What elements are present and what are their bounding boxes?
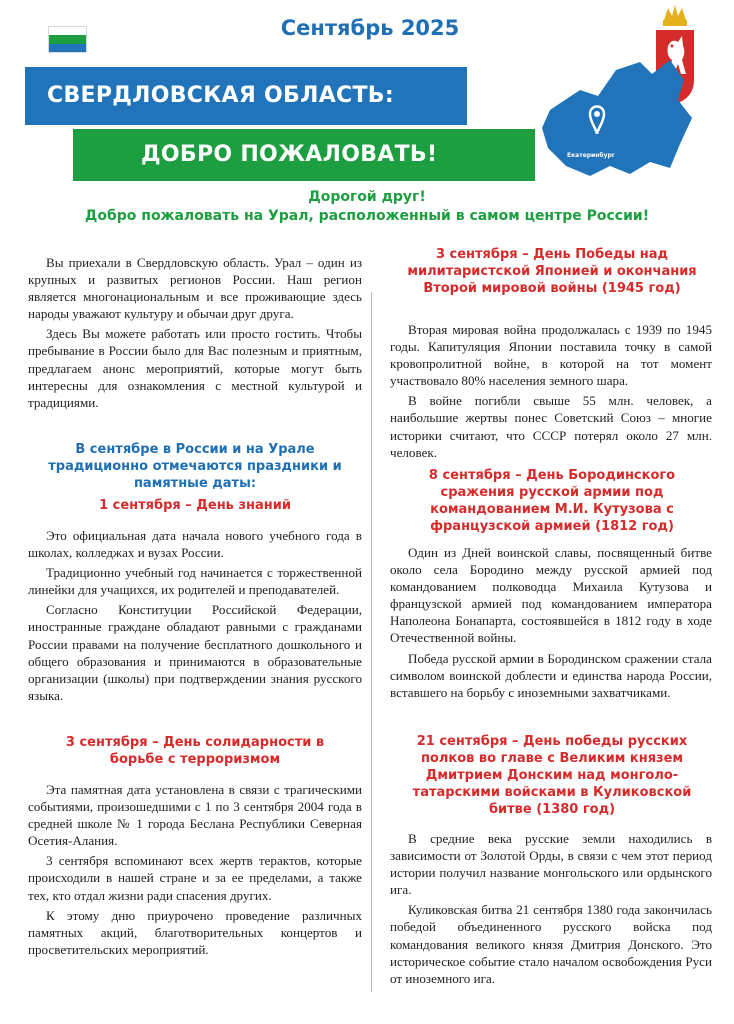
intro-paragraph: Вы приехали в Свердловскую область. Урал – один из крупных и развитых регионов России. Наш регион является многонациональным и все проживающие здесь народы уважают культуру и обычаи друг друга. xyxy=(28,255,362,322)
event-body-sep8 xyxy=(390,544,712,701)
event-title-sep3-terrorism: 3 сентября – День солидарности в борьбе с терроризмом xyxy=(65,735,325,767)
map-city-label: Екатеринбург xyxy=(567,152,615,159)
region-title-banner: СВЕРДЛОВСКАЯ ОБЛАСТЬ: xyxy=(25,67,467,125)
sverdlovsk-flag-icon xyxy=(48,26,87,53)
intro-paragraph: Здесь Вы можете работать или просто гостить. Чтобы пребывание в России было для Вас полезным и приятным, предлагаем анонс мероприятий, которые могут быть интересны для ознакомления с местной культурой и традициями. xyxy=(28,326,362,410)
left-column xyxy=(28,254,362,411)
event-title-sep8: 8 сентября – День Бородинского сражения русской армии под командованием М.И. Кутузова с французской армией (1812 год) xyxy=(428,468,676,534)
event-paragraph: Традиционно учебный год начинается с торжественной линейки для учащихся, их родителей и преподавателей. xyxy=(28,565,362,598)
event-paragraph: Куликовская битва 21 сентября 1380 года закончилась победой объединенного русского войска под командования великого князя Дмитрия Донского. Это историческое событие стало началом освобождения Руси от иноземного ига. xyxy=(390,902,712,986)
greeting-line-2: Добро пожаловать на Урал, расположенный в самом центре России! xyxy=(84,208,650,224)
event-title-sep3-japan: 3 сентября – День Победы над милитаристской Японией и окончания Второй мировой войны (1945 год) xyxy=(407,247,697,296)
event-paragraph: К этому дню приурочено проведение различных памятных акций, благотворительных концертов и просветительских мероприятий. xyxy=(28,907,362,957)
event-body-sep3-japan xyxy=(390,321,712,461)
event-paragraph: Вторая мировая война продолжалась с 1939 по 1945 годы. Капитуляция Японии поставила точку в самой кровопролитной войне, в которой на тот момент участвовало 80% населения земного шара. xyxy=(390,322,712,389)
event-paragraph: Эта памятная дата установлена в связи с трагическими событиями, произошедшими с 1 по 3 сентября 2004 года в средней школе № 1 города Беслана Республики Северная Осетия-Алания. xyxy=(28,782,362,849)
greeting xyxy=(30,188,704,226)
event-title-sep21: 21 сентября – День победы русских полков во главе с Великим князем Дмитрием Донским над монголо-татарскими войсками в Куликовской битве (1380 год) xyxy=(412,734,692,817)
event-paragraph: Это официальная дата начала нового учебного года в школах, колледжах и вузах России. xyxy=(28,528,362,561)
column-divider xyxy=(371,292,372,992)
event-paragraph: В средние века русские земли находились в зависимости от Золотой Орды, в связи с чем этот период истории получил название монгольского или ордынского ига. xyxy=(390,831,712,898)
event-paragraph: 3 сентября вспоминают всех жертв терактов, которые происходили в нашей стране и за ее пределами, а также тех, кто отдал жизни ради спасения других. xyxy=(28,853,362,903)
welcome-banner: ДОБРО ПОЖАЛОВАТЬ! xyxy=(73,129,535,181)
event-paragraph: Победа русской армии в Бородинском сражении стала символом воинской доблести и единства народа России, вставшего на борьбу с иноземными захватчиками. xyxy=(390,650,712,700)
event-paragraph: Согласно Конституции Российской Федерации, иностранные граждане обладают равными с гражданами России правами на получение бесплатного дошкольного и общего образования и принимаются в образовательные организации (школы) при подтверждении знания русского языка. xyxy=(28,602,362,703)
event-body-sep3-terrorism xyxy=(28,781,362,958)
month-title: Сентябрь 2025 xyxy=(280,16,460,40)
event-paragraph: Один из Дней воинской славы, посвященный битве около села Бородино между русской армией под командованием полководца Михаила Кутузова и французской армией под командованием императора Наполеона Бонапарта, состоявшейся в 1812 году в ходе Отечественной войны. xyxy=(390,545,712,646)
event-body-sep21 xyxy=(390,830,712,987)
region-map-icon xyxy=(520,40,700,180)
event-title-sep1: 1 сентября – День знаний xyxy=(99,498,291,513)
greeting-line-1: Дорогой друг! xyxy=(308,189,426,205)
event-paragraph: В войне погибли свыше 55 млн. человек, а наибольшие жертвы понес Советский Союз – многие историки считают, что СССР потерял около 27 млн. человек. xyxy=(390,393,712,460)
event-body-sep1 xyxy=(28,527,362,704)
calendar-heading: В сентябре в России и на Урале традиционно отмечаются праздники и памятные даты: xyxy=(48,442,342,491)
